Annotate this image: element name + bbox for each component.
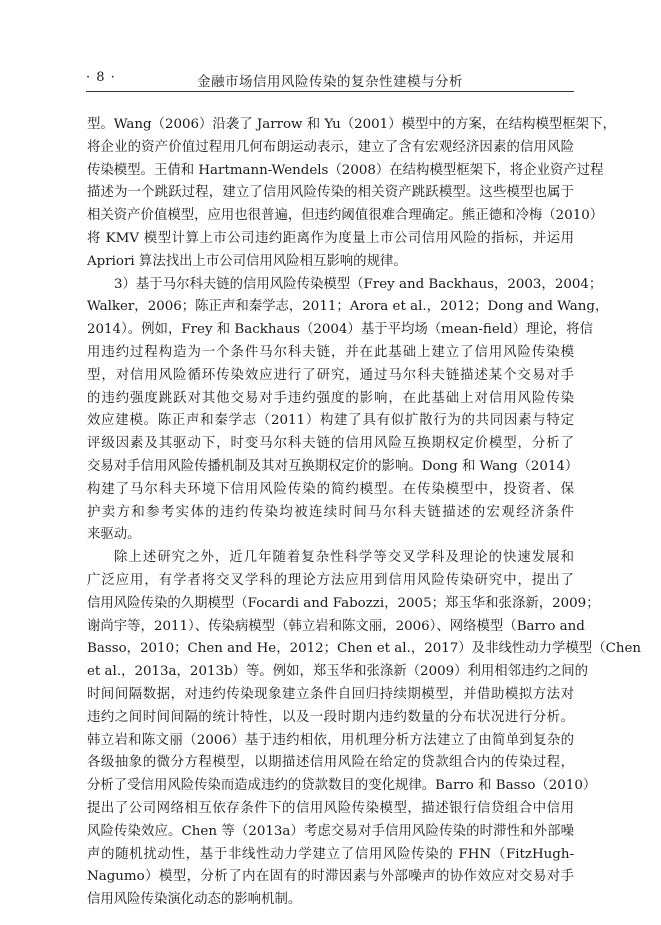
running-header-title: 金融市场信用风险传染的复杂性建模与分析	[197, 74, 463, 90]
text-line: 效应建模。陈正声和秦学志（2011）构建了具有似扩散行为的共同因素与特定	[87, 413, 574, 429]
header-rule	[86, 91, 574, 92]
text-line: 广泛应用，有学者将交叉学科的理论方法应用到信用风险传染研究中，提出了	[87, 572, 574, 588]
text-line: 型，对信用风险循环传染效应进行了研究，通过马尔科夫链描述某个交易对手	[87, 367, 574, 383]
text-line: 将 KMV 模型计算上市公司违约距离作为度量上市公司信用风险的指标，并运用	[87, 230, 574, 246]
text-line: 描述为一个跳跃过程，建立了信用风险传染的相关资产跳跃模型。这些模型也属于	[87, 185, 574, 201]
text-line: 交易对手信用风险传播机制及其对互换期权定价的影响。Dong 和 Wang（2014）	[87, 458, 579, 474]
text-line: et al.，2013a，2013b）等。例如，郑玉华和张涤新（2009）利用相邻违约之间的	[87, 664, 589, 680]
text-line: 护卖方和参考实体的违约传染均被连续时间马尔科夫链描述的宏观经济条件	[87, 504, 574, 520]
text-line: 除上述研究之外，近几年随着复杂性科学等交叉学科及理论的快速发展和	[114, 550, 574, 566]
text-line: Nagumo）模型，分析了内在固有的时滞因素与外部噪声的协作效应对交易对手	[87, 869, 574, 885]
text-line: 的违约强度跳跃对其他交易对手违约强度的影响，在此基础上对信用风险传染	[87, 390, 574, 406]
text-line: 用违约过程构造为一个条件马尔科夫链，并在此基础上建立了信用风险传染模	[87, 344, 574, 360]
text-line: 信用风险传染的久期模型（Focardi and Fabozzi，2005；郑玉华和张涤新，2009；	[87, 595, 600, 611]
text-line: 传染模型。王倩和 Hartmann-Wendels（2008）在结构模型框架下，将企业资产过程	[87, 162, 604, 178]
text-line: 各级抽象的微分方程模型，以期描述信用风险在给定的贷款组合内的传染过程，	[87, 755, 574, 771]
text-line: 2014）。例如，Frey 和 Backhaus（2004）基于平均场（mean-field）理论，将信	[87, 322, 593, 338]
text-line: Walker，2006；陈正声和秦学志，2011；Arora et al.，2012；Dong and Wang，	[87, 299, 609, 315]
text-line: 分析了受信用风险传染而造成违约的贷款数目的变化规律。Barro 和 Basso（2010）	[87, 778, 597, 794]
text-line: 相关资产价值模型，应用也很普遍，但违约阈值很难合理确定。熊正德和冷梅（2010）	[87, 208, 604, 224]
text-line: 3）基于马尔科夫链的信用风险传染模型（Frey and Backhaus，2003，2004；	[114, 276, 603, 292]
text-line: 韩立岩和陈文丽（2006）基于违约相依，用机理分析方法建立了由简单到复杂的	[87, 732, 574, 748]
text-line: 信用风险传染演化动态的影响机制。	[87, 892, 302, 908]
text-line: 违约之间时间间隔的统计特性，以及一段时期内违约数量的分布状况进行分析。	[87, 709, 574, 725]
running-header	[86, 68, 574, 92]
text-line: 将企业的资产价值过程用几何布朗运动表示，建立了含有宏观经济因素的信用风险	[87, 139, 574, 155]
text-line: 来驱动。	[87, 527, 141, 543]
text-line: 谢尚宇等，2011）、传染病模型（韩立岩和陈文丽，2006）、网络模型（Barro and	[87, 618, 585, 634]
text-line: 构建了马尔科夫环境下信用风险传染的简约模型。在传染模型中，投资者、保	[87, 481, 574, 497]
text-line: Apriori 算法找出上市公司信用风险相互影响的规律。	[87, 253, 407, 269]
text-line: Basso，2010；Chen and He，2012；Chen et al.，2017）及非线性动力学模型（Chen	[87, 641, 642, 657]
text-line: 风险传染效应。Chen 等（2013a）考虑交易对手信用风险传染的时滞性和外部噪	[87, 823, 574, 839]
text-line: 型。Wang（2006）沿袭了 Jarrow 和 Yu（2001）模型中的方案，在结构模型框架下，	[87, 117, 616, 132]
page-number: · 8 ·	[86, 70, 116, 85]
text-line: 声的随机扰动性，基于非线性动力学建立了信用风险传染的 FHN（FitzHugh-	[87, 846, 574, 862]
body-text	[87, 114, 642, 912]
text-line: 提出了公司网络相互依存条件下的信用风险传染模型，描述银行信贷组合中信用	[87, 800, 574, 816]
text-line: 时间间隔数据，对违约传染现象建立条件自回归持续期模型，并借助模拟方法对	[87, 686, 574, 702]
text-line: 评级因素及其驱动下，时变马尔科夫链的信用风险互换期权定价模型，分析了	[87, 436, 574, 452]
